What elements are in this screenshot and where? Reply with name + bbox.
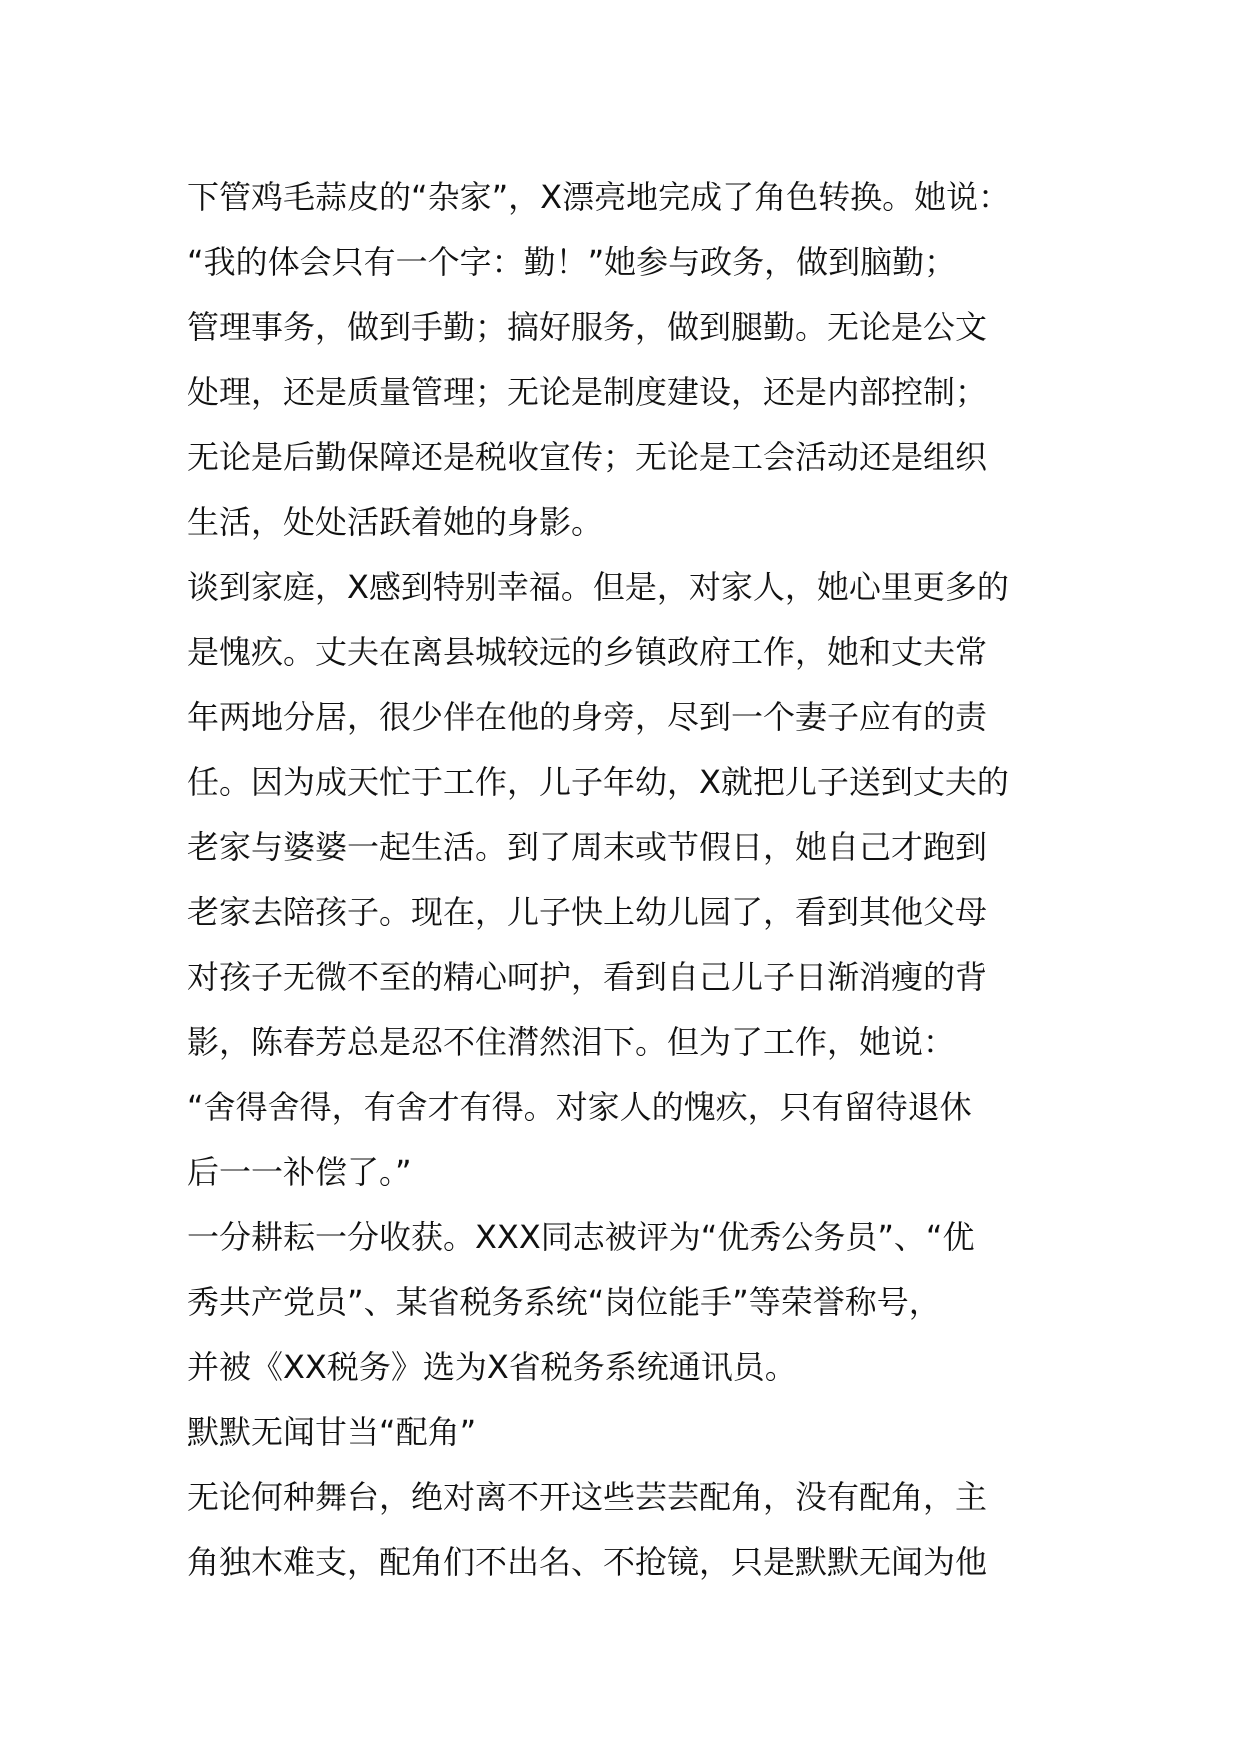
text-line: 老家与婆婆一起生活。到了周末或节假日，她自己才跑到 <box>187 828 988 866</box>
text-line: 并被《XX税务》选为X省税务系统通讯员。 <box>187 1348 797 1386</box>
text-line: 无论是后勤保障还是税收宣传；无论是工会活动还是组织 <box>187 438 988 476</box>
text-line: 一分耕耘一分收获。XXX同志被评为“优秀公务员”、“优 <box>187 1218 975 1256</box>
text-line: 角独木难支，配角们不出名、不抢镜，只是默默无闻为他 <box>187 1543 988 1581</box>
text-line: 是愧疚。丈夫在离县城较远的乡镇政府工作，她和丈夫常 <box>187 633 988 671</box>
text-line: 任。因为成天忙于工作，儿子年幼，X就把儿子送到丈夫的 <box>187 763 1009 801</box>
text-line: 对孩子无微不至的精心呵护，看到自己儿子日渐消瘦的背 <box>187 958 988 996</box>
text-line: 下管鸡毛蒜皮的“杂家”，X漂亮地完成了角色转换。她说： <box>187 178 1011 216</box>
text-line: 年两地分居，很少伴在他的身旁，尽到一个妻子应有的责 <box>187 698 988 736</box>
text-line: 处理，还是质量管理；无论是制度建设，还是内部控制； <box>187 373 988 411</box>
text-line: “我的体会只有一个字：勤！”她参与政务，做到脑勤； <box>187 243 957 281</box>
text-line: 无论何种舞台，绝对离不开这些芸芸配角，没有配角，主 <box>187 1478 988 1516</box>
text-line: 后一一补偿了。” <box>187 1153 412 1191</box>
body-text <box>187 165 1077 1595</box>
text-line: 生活，处处活跃着她的身影。 <box>187 503 604 541</box>
text-line: 管理事务，做到手勤；搞好服务，做到腿勤。无论是公文 <box>187 308 988 346</box>
text-line: 老家去陪孩子。现在，儿子快上幼儿园了，看到其他父母 <box>187 893 988 931</box>
section-heading: 默默无闻甘当“配角” <box>187 1413 477 1451</box>
text-line: 秀共产党员”、某省税务系统“岗位能手”等荣誉称号， <box>187 1283 941 1321</box>
text-line: 影，陈春芳总是忍不住潸然泪下。但为了工作，她说： <box>187 1023 956 1061</box>
text-line: 谈到家庭，X感到特别幸福。但是，对家人，她心里更多的 <box>187 568 1009 606</box>
text-line: “舍得舍得，有舍才有得。对家人的愧疚，只有留待退休 <box>187 1088 972 1126</box>
